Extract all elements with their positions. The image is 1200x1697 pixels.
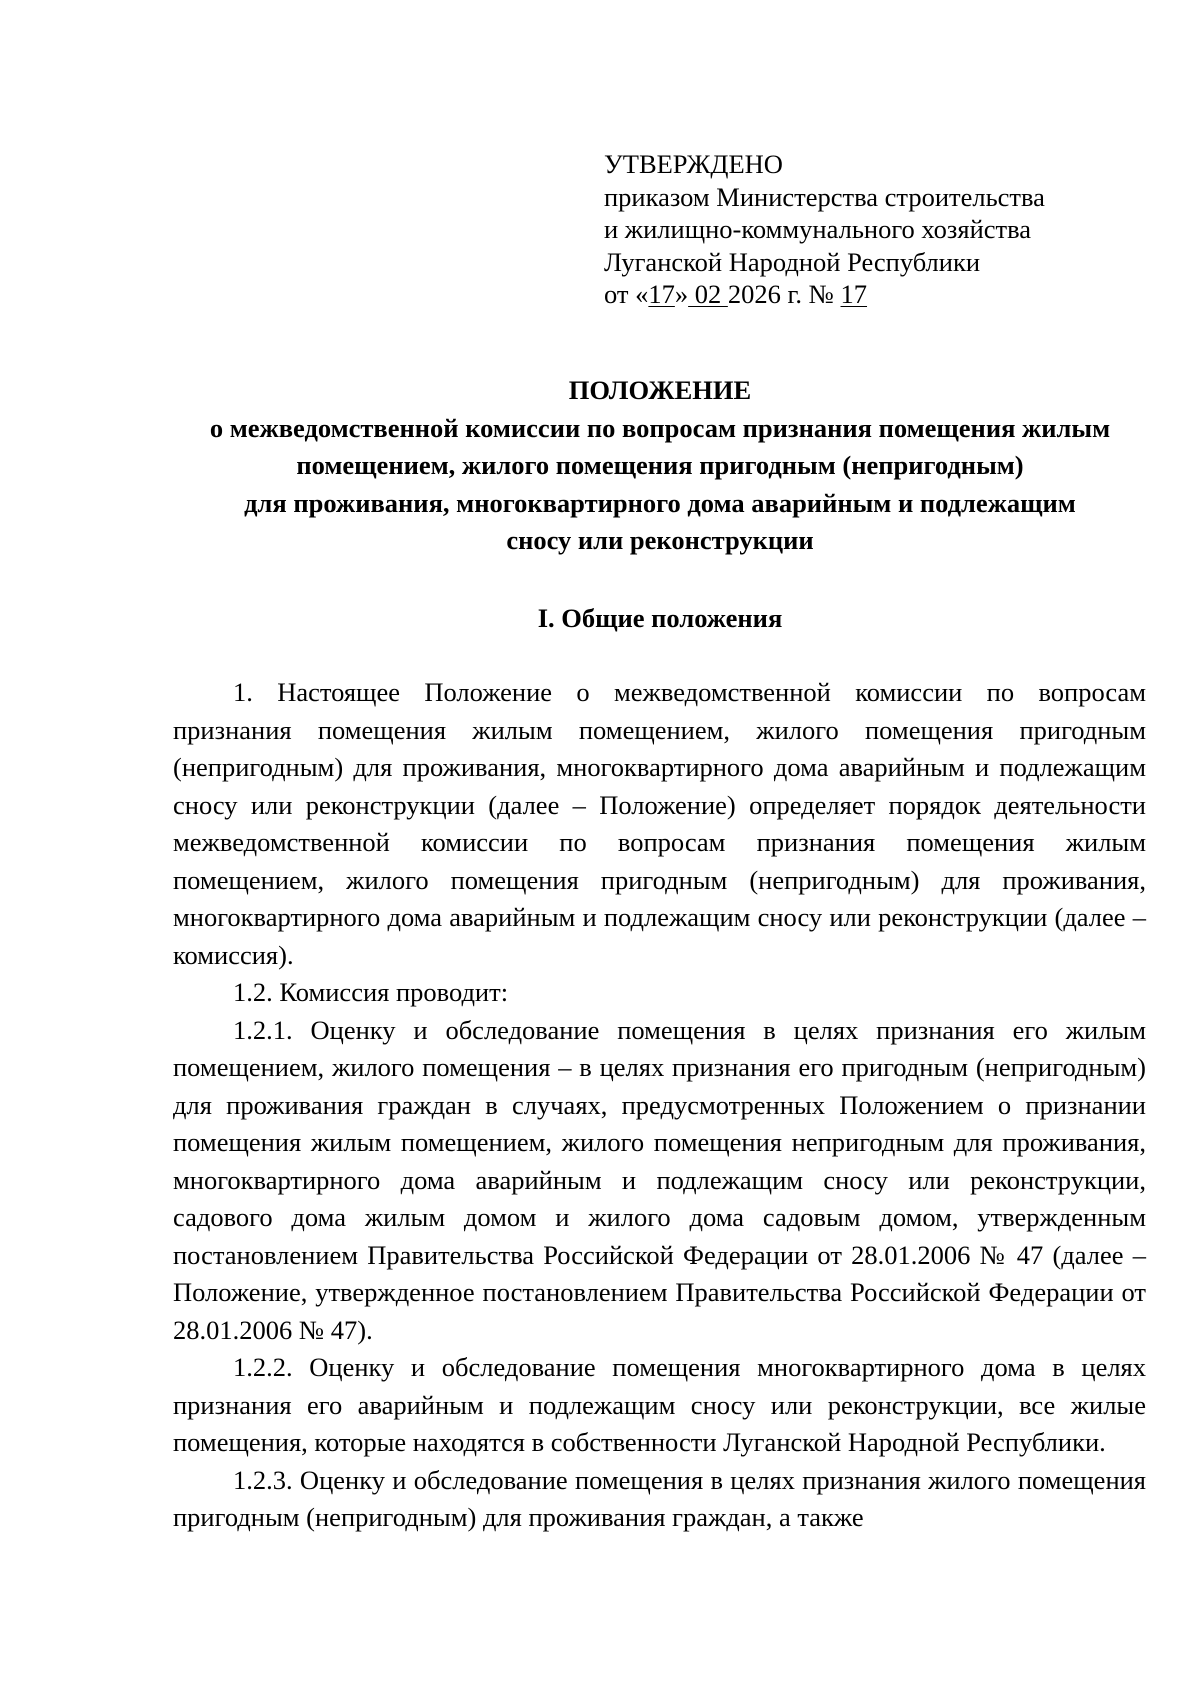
- title-line-3: для проживания, многоквартирного дома аварийным и подлежащим: [244, 487, 1076, 518]
- approval-date-line: [604, 278, 1164, 311]
- date-day: 17: [648, 279, 675, 309]
- date-separator: »: [674, 279, 689, 309]
- approval-heading: УТВЕРЖДЕНО: [604, 149, 783, 179]
- date-month: 02: [688, 279, 728, 309]
- order-number: 17: [840, 279, 868, 309]
- approval-stamp: [604, 148, 1164, 311]
- paragraph-1-2-1: 1.2.1. Оценку и обследование помещения в целях признания его жилым помещением, жилого помещения – в целях признания его пригодным (непригодным) для проживания граждан в случаях, предусмотренных Положением о признании помещения жилым помещением, жилого помещения непригодным для проживания, многоквартирного дома аварийным и подлежащим сносу или реконструкции, садового дома жилым домом и жилого дома садовым домом, утвержденным постановлением Правительства Российской Федерации от 28.01.2006 № 47 (далее – Положение, утвержденное постановлением Правительства Российской Федерации от 28.01.2006 № 47).: [173, 1014, 1146, 1345]
- paragraph-1-2: 1.2. Комиссия проводит:: [233, 977, 509, 1007]
- date-prefix: от «: [604, 279, 649, 309]
- paragraph-1-2-3: 1.2.3. Оценку и обследование помещения в целях признания жилого помещения пригодным (непригодным) для проживания граждан, а также: [173, 1464, 1146, 1532]
- approval-issuer-line3: Луганской Народной Республики: [604, 246, 981, 277]
- document-title: [160, 372, 1160, 560]
- section-heading: I. Общие положения: [537, 603, 783, 633]
- title-heading: ПОЛОЖЕНИЕ: [568, 375, 752, 405]
- title-line-4: сносу или реконструкции: [506, 525, 814, 555]
- paragraph-1-2-2: 1.2.2. Оценку и обследование помещения многоквартирного дома в целях признания его аварийным и подлежащим сносу или реконструкции, все жилые помещения, которые находятся в собственности Луганской Народной Республики.: [173, 1352, 1146, 1457]
- approval-issuer-line2: и жилищно-коммунального хозяйства: [604, 214, 1032, 244]
- document-body: [173, 674, 1146, 1537]
- paragraph-1: 1. Настоящее Положение о межведомственной комиссии по вопросам признания помещения жилым помещением, жилого помещения пригодным (непригодным) для проживания, многоквартирного дома аварийным и подлежащим сносу или реконструкции (далее – Положение) определяет порядок деятельности межведомственной комиссии по вопросам признания помещения жилым помещением, жилого помещения пригодным (непригодным) для проживания, многоквартирного дома аварийным и подлежащим сносу или реконструкции (далее – комиссия).: [173, 677, 1146, 970]
- date-year: 2026 г. №: [727, 279, 841, 309]
- title-line-1: о межведомственной комиссии по вопросам признания помещения жилым: [209, 412, 1111, 443]
- approval-issuer-line1: приказом Министерства строительства: [604, 181, 1045, 212]
- title-line-2: помещением, жилого помещения пригодным (непригодным): [296, 450, 1024, 480]
